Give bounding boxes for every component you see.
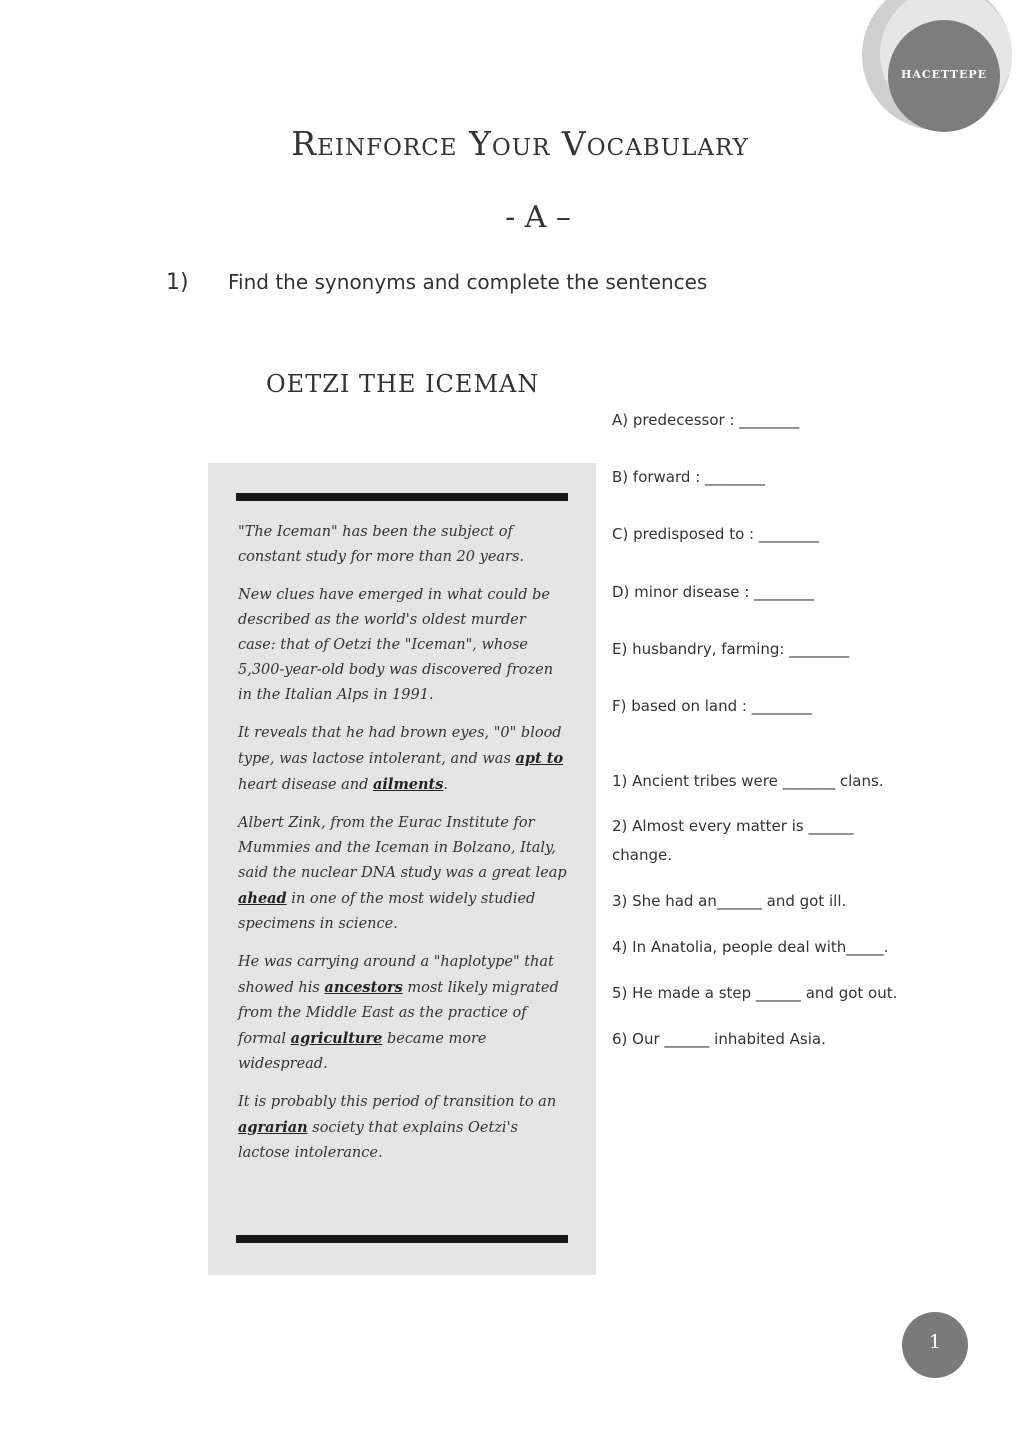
story-paragraph-2 — [238, 583, 568, 708]
paragraph-text: . — [443, 777, 449, 793]
story-paragraph-1 — [238, 520, 568, 570]
paragraph-text: became more widespread. — [238, 1031, 487, 1072]
highlighted-word: agriculture — [290, 1030, 383, 1047]
paragraph-text: New clues have emerged in what could be described as the world's oldest murder case: that of Oetzi the "Iceman", whose 5,300-year-old body was discovered frozen in the Italian Alps in 1991. — [238, 587, 554, 703]
logo-text: HACETTEPE — [900, 68, 988, 81]
synonym-item-a: A) predecessor : ________ — [612, 411, 800, 429]
paragraph-text: It reveals that he had brown eyes, "0" blood type, was lactose intolerant, and was — [238, 725, 562, 767]
paragraph-text: in one of the most widely studied specimens in science. — [238, 891, 536, 932]
paragraph-text: society that explains Oetzi's lactose intolerance. — [238, 1120, 518, 1161]
instruction-number: 1) — [166, 270, 189, 295]
highlighted-word: apt to — [515, 750, 564, 767]
story-text — [238, 520, 568, 1179]
paragraph-text: most likely migrated from the Middle East as the practice of formal — [238, 980, 559, 1047]
story-paragraph-4 — [238, 811, 568, 937]
story-paragraph-3 — [238, 721, 568, 798]
paragraph-text: Albert Zink, from the Eurac Institute for Mummies and the Iceman in Bolzano, Italy, said the nuclear DNA study was a great leap — [238, 815, 567, 881]
sentence-item-4: 4) In Anatolia, people deal with_____. — [612, 938, 889, 956]
story-bottom-rule — [236, 1235, 568, 1243]
story-title: OETZI THE ICEMAN — [266, 370, 540, 398]
synonym-item-d: D) minor disease : ________ — [612, 583, 815, 601]
highlighted-word: ailments — [373, 776, 444, 793]
section-label: - A – — [505, 200, 571, 235]
story-paragraph-6 — [238, 1090, 568, 1166]
sentence-item-3: 3) She had an______ and got ill. — [612, 892, 847, 910]
story-top-rule — [236, 493, 568, 501]
synonym-item-c: C) predisposed to : ________ — [612, 525, 819, 543]
page-number: 1 — [928, 1331, 942, 1353]
sentence-item-6: 6) Our ______ inhabited Asia. — [612, 1030, 826, 1048]
paragraph-text: heart disease and — [238, 777, 374, 793]
story-paragraph-5 — [238, 950, 568, 1077]
highlighted-word: agrarian — [238, 1119, 308, 1136]
synonym-item-f: F) based on land : ________ — [612, 697, 812, 715]
synonym-item-b: B) forward : ________ — [612, 468, 766, 486]
highlighted-word: ancestors — [324, 979, 403, 996]
page-title: Reinforce Your Vocabulary — [291, 124, 749, 163]
paragraph-text: It is probably this period of transition to an — [238, 1094, 557, 1110]
synonym-item-e: E) husbandry, farming: ________ — [612, 640, 850, 658]
paragraph-text: "The Iceman" has been the subject of constant study for more than 20 years. — [238, 524, 525, 565]
sentence-item-5: 5) He made a step ______ and got out. — [612, 984, 898, 1002]
paragraph-text: He was carrying around a "haplotype" that showed his — [238, 954, 554, 996]
instruction-text: Find the synonyms and complete the sentences — [228, 270, 708, 294]
sentence-item-2: 2) Almost every matter is ______ change. — [612, 817, 854, 864]
highlighted-word: ahead — [238, 890, 287, 907]
sentence-item-1: 1) Ancient tribes were _______ clans. — [612, 772, 884, 790]
